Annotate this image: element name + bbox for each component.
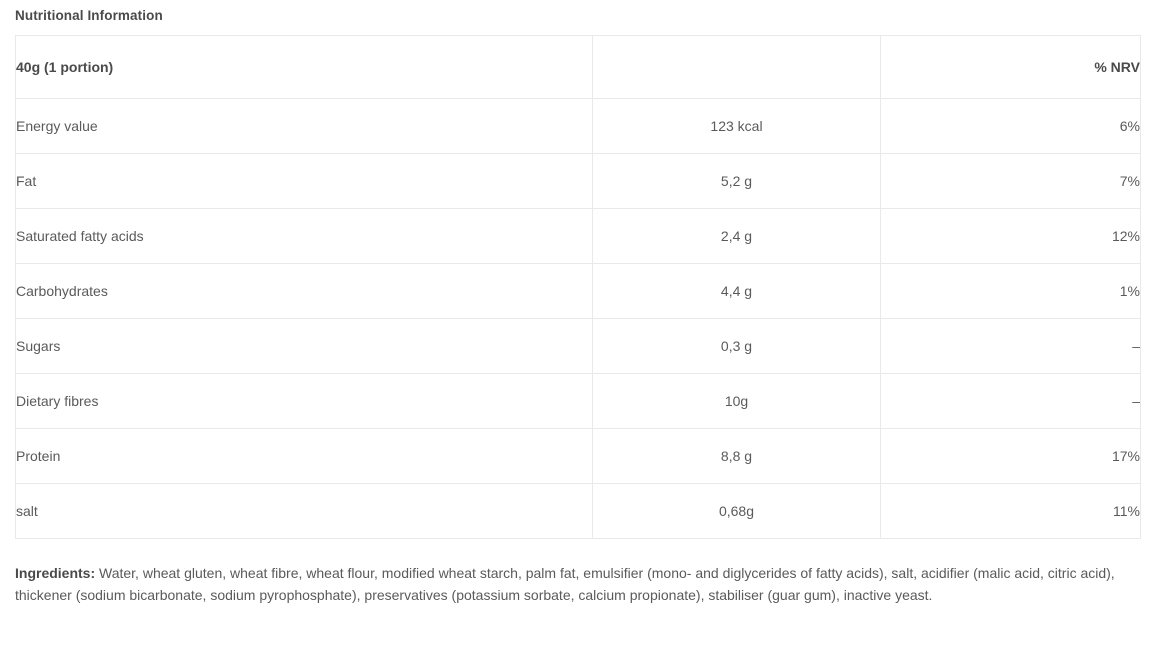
table-row (16, 484, 1141, 539)
nutrient-name: Protein (16, 429, 593, 484)
ingredients-paragraph (15, 563, 1140, 606)
nutrient-name: salt (16, 484, 593, 539)
nutrient-value: 2,4 g (593, 209, 881, 264)
nutrient-nrv: 17% (881, 429, 1141, 484)
nutrient-nrv: 11% (881, 484, 1141, 539)
table-row (16, 319, 1141, 374)
column-header-middle (593, 36, 881, 99)
nutrient-nrv: – (881, 374, 1141, 429)
nutrient-nrv: 12% (881, 209, 1141, 264)
table-header (16, 36, 1141, 99)
nutrient-nrv: – (881, 319, 1141, 374)
table-body (16, 99, 1141, 539)
nutrient-name: Fat (16, 154, 593, 209)
nutrient-name: Energy value (16, 99, 593, 154)
table-header-row (16, 36, 1141, 99)
page-title: Nutritional Information (15, 8, 163, 23)
nutrient-value: 5,2 g (593, 154, 881, 209)
table-row (16, 264, 1141, 319)
nutrient-name: Sugars (16, 319, 593, 374)
table-row (16, 154, 1141, 209)
column-header-portion: 40g (1 portion) (16, 36, 593, 99)
nutrient-value: 0,68g (593, 484, 881, 539)
nutrient-name: Saturated fatty acids (16, 209, 593, 264)
nutrient-value: 8,8 g (593, 429, 881, 484)
nutrient-value: 0,3 g (593, 319, 881, 374)
nutrient-nrv: 1% (881, 264, 1141, 319)
nutrient-name: Dietary fibres (16, 374, 593, 429)
table-row (16, 99, 1141, 154)
nutrient-nrv: 6% (881, 99, 1141, 154)
nutrition-table (15, 35, 1141, 539)
nutrient-value: 123 kcal (593, 99, 881, 154)
nutrient-value: 4,4 g (593, 264, 881, 319)
nutrient-name: Carbohydrates (16, 264, 593, 319)
nutrient-nrv: 7% (881, 154, 1141, 209)
ingredients-text: Water, wheat gluten, wheat fibre, wheat flour, modified wheat starch, palm fat, emulsifier (mono- and diglycerides of fatty acids), salt, acidifier (malic acid, citric acid), thickener (sodium bicarbonate, sodium pyrophosphate), preservatives (potassium sorbate, calcium propionate), stabiliser (guar gum), inactive yeast. (15, 565, 1115, 603)
table-row (16, 429, 1141, 484)
table-row (16, 374, 1141, 429)
table-row (16, 209, 1141, 264)
ingredients-label: Ingredients: (15, 565, 96, 581)
column-header-nrv: % NRV (881, 36, 1141, 99)
nutrient-value: 10g (593, 374, 881, 429)
